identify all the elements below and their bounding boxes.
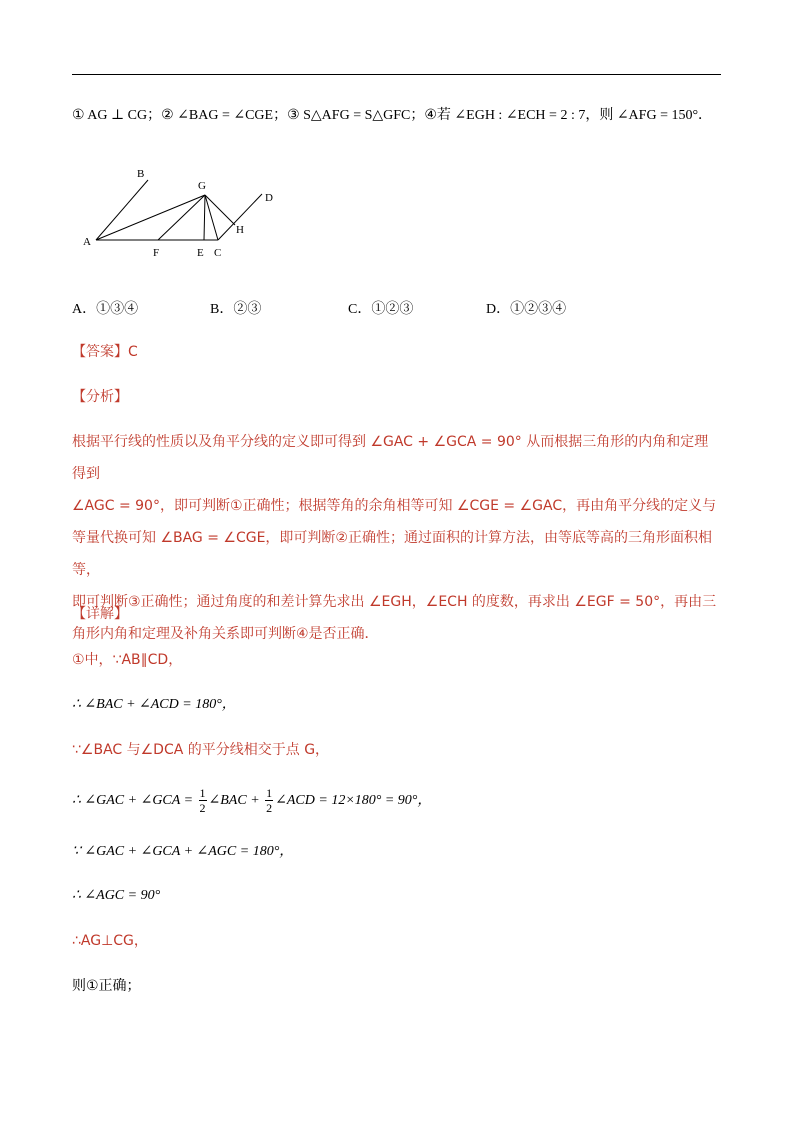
detail-line-8: 则①正确； [72,978,141,994]
answer-label: 【答案】 [72,344,128,360]
answer-line [72,342,138,362]
analysis-line-5: 角形内角和定理及补角关系即可判断④是否正确． [72,626,379,642]
label-G: G [198,180,206,192]
answer-value: C [128,344,138,360]
label-E: E [197,247,204,259]
analysis-line-3: 等量代换可知 ∠BAG = ∠CGE，即可判断②正确性；通过面积的计算方法，由等底等高的三角形面积相等， [72,530,712,578]
analysis-label: 【分析】 [72,389,128,405]
fraction-half-1: $\frac{1}{2}$ [199,786,206,816]
label-H: H [236,224,244,236]
label-B: B [137,168,145,180]
question-statements: ① AG ⊥ CG；② ∠BAG = ∠CGE；③ S△AFG = S△GFC；④若 ∠EGH : ∠ECH = 2 : 7，则 ∠AFG = 150°． [72,108,713,123]
analysis-line-4: 即可判断③正确性；通过角度的和差计算先求出 ∠EGH，∠ECH 的度数，再求出 ∠EGF = 50°，再由三 [72,594,717,610]
detail-line-5: ∵ ∠GAC + ∠GCA + ∠AGC = 180°， [72,844,294,859]
analysis-line-1: 根据平行线的性质以及角平分线的定义即可得到 ∠GAC + ∠GCA = 90° 从而根据三角形的内角和定理得到 [72,434,709,482]
detail-line-4: ∴ ∠GAC + ∠GCA = $\frac{1}{2}$ ∠BAC + $\frac{1}{2}$ ∠ACD = 12×180° = 90°， [72,786,432,816]
detail-line-2: ∴ ∠BAC + ∠ACD = 180°， [72,697,236,712]
option-a[interactable]: A．①③④ [72,302,139,317]
header-rule [72,74,721,75]
detail-line-6: ∴ ∠AGC = 90° [72,888,161,903]
analysis-text [72,426,722,650]
option-c[interactable]: C．①②③ [348,302,414,317]
detail-line-3: ∵∠BAC 与∠DCA 的平分线相交于点 G， [72,742,330,758]
detail-line-1: ①中，∵AB∥CD， [72,652,183,668]
analysis-line-2: ∠AGC = 90°，即可判断①正确性；根据等角的余角相等可知 ∠CGE = ∠GAC，再由角平分线的定义与 [72,498,717,514]
label-A: A [83,236,91,248]
label-D: D [265,192,273,204]
detail-line-7: ∴AG⊥CG， [72,933,148,949]
detail-label: 【详解】 [72,606,128,622]
label-F: F [153,247,160,259]
option-b[interactable]: B．②③ [210,302,262,317]
fraction-half-2: $\frac{1}{2}$ [266,786,273,816]
geometry-figure [78,162,298,272]
label-C: C [214,247,222,259]
option-d[interactable]: D．①②③④ [486,302,567,317]
